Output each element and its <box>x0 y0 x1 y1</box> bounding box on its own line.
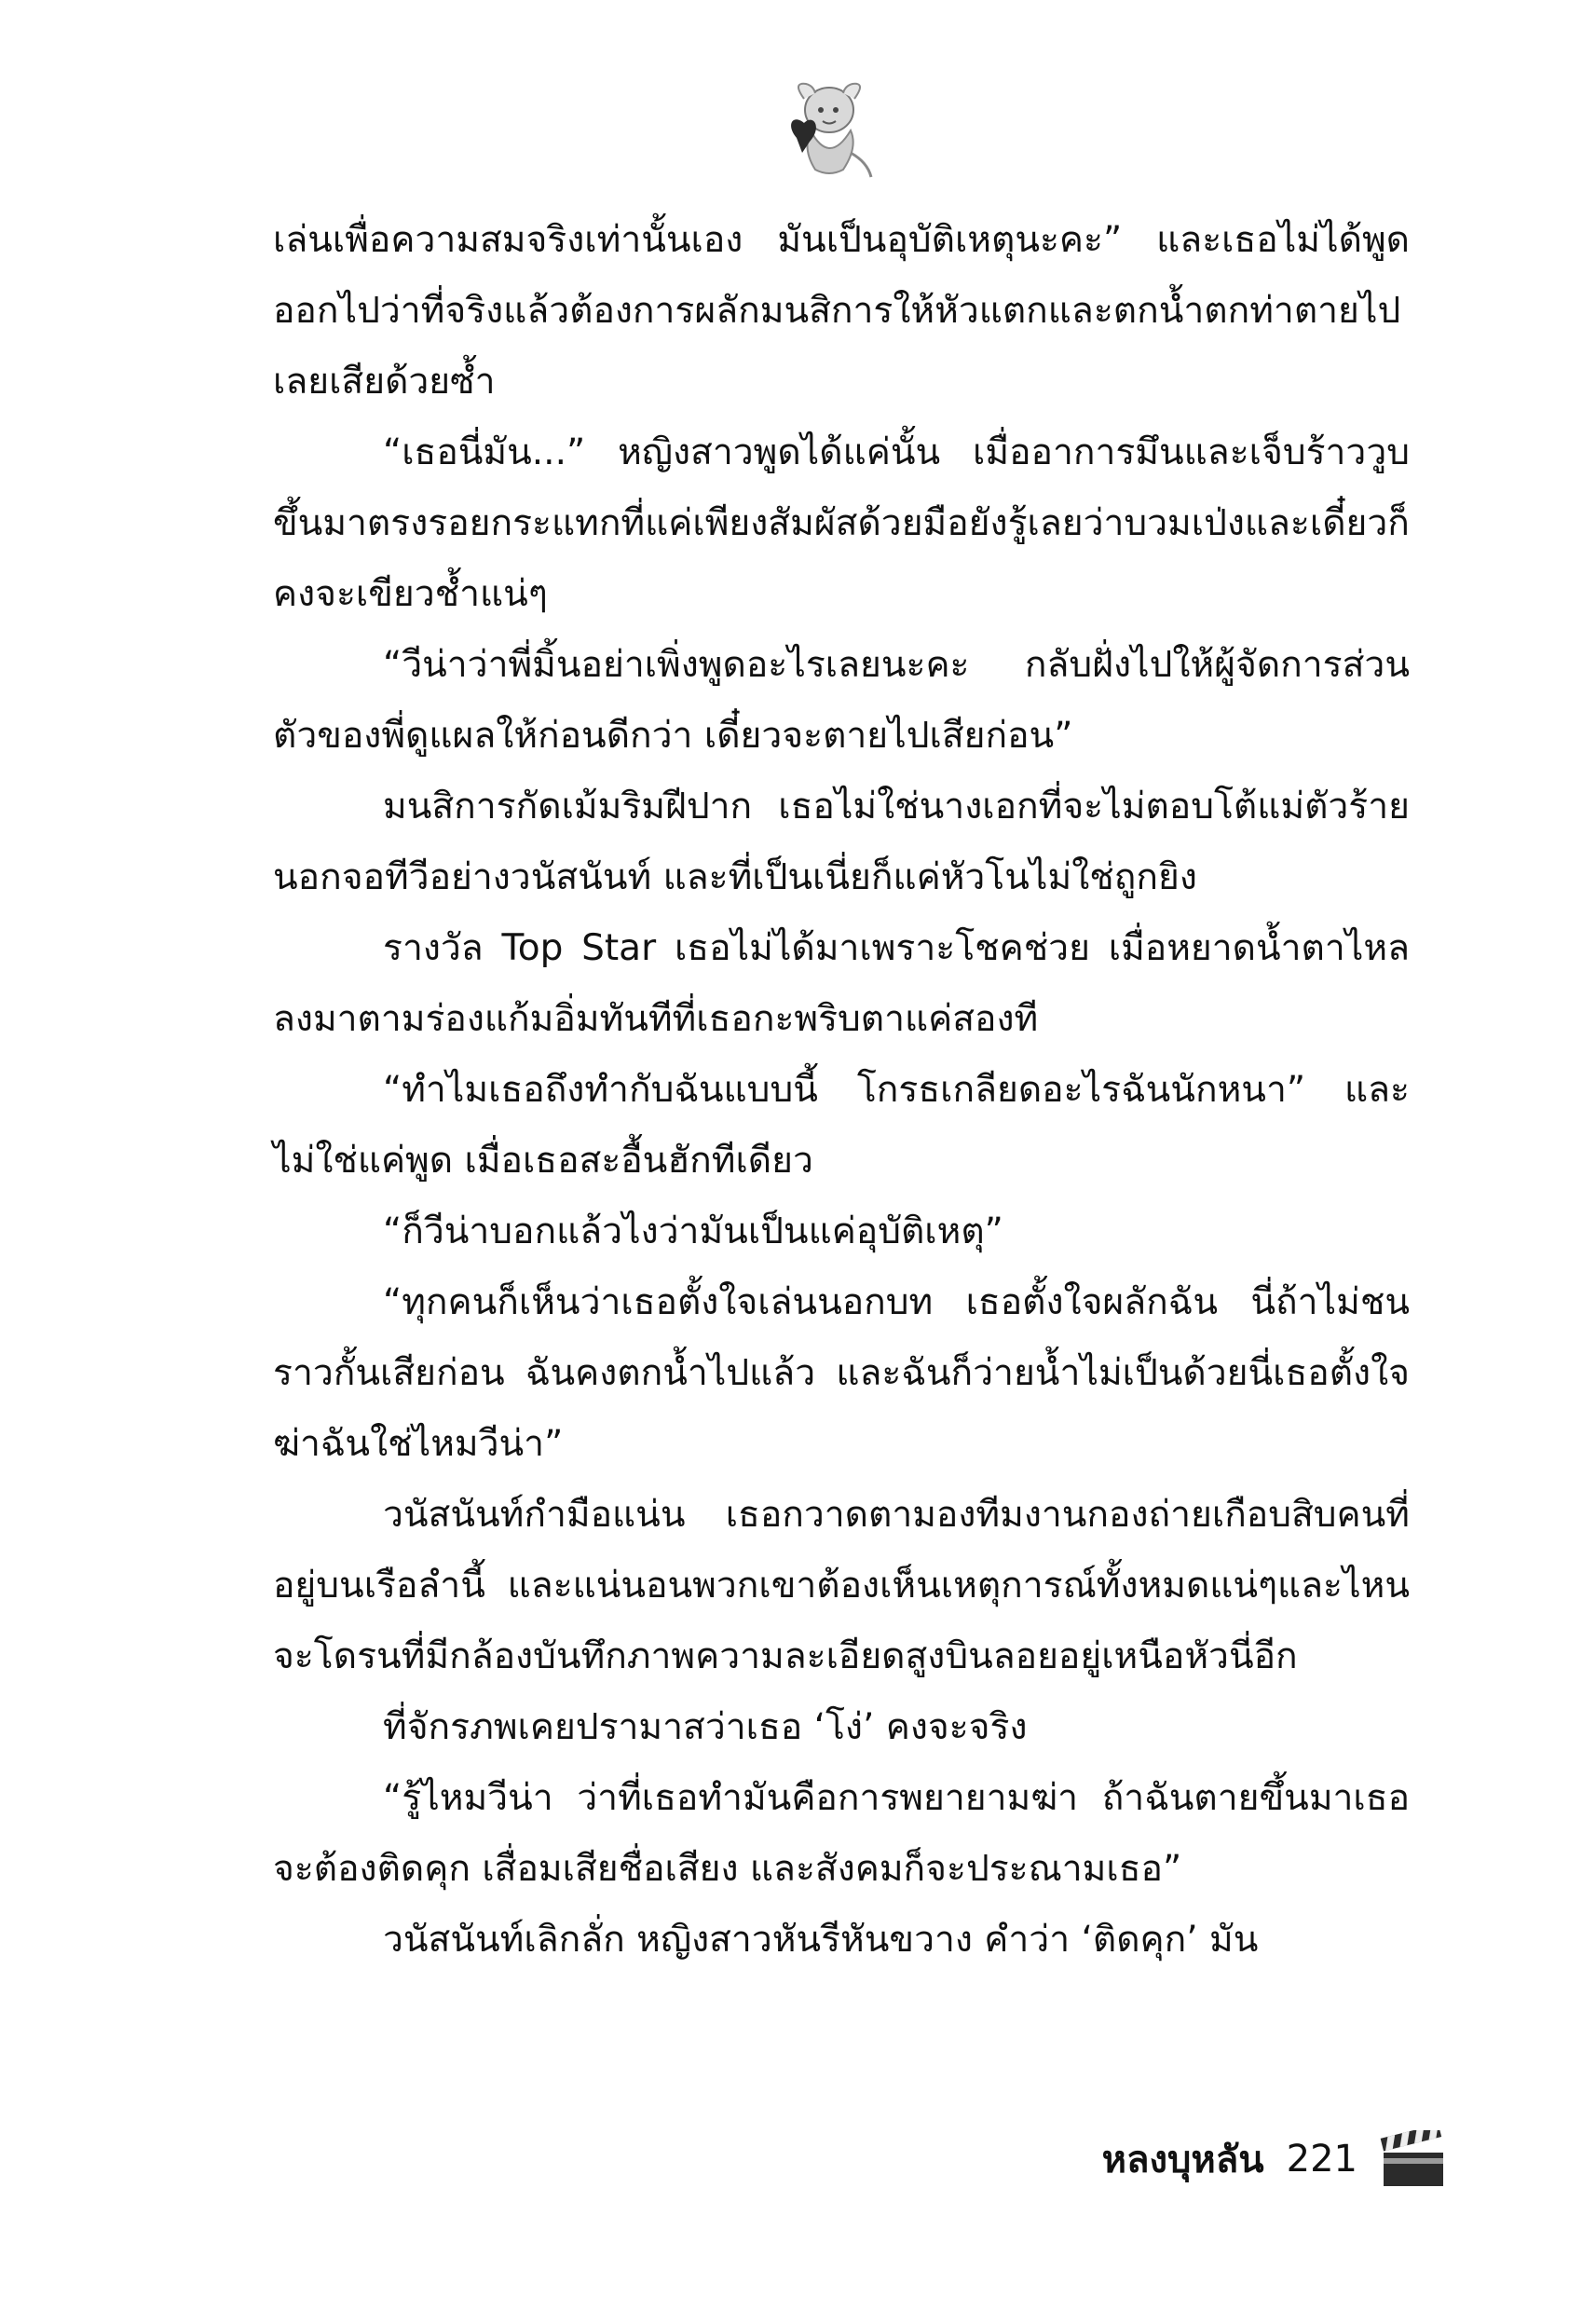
paragraph: “ทุกคนก็เห็นว่าเธอตั้งใจเล่นนอกบท เธอตั้งใจผลักฉัน นี่ถ้าไม่ชนราวกั้นเสียก่อน ฉันคงตกน้ำไปแล้ว และฉันก็ว่ายน้ำไม่เป็นด้วยนี่เธอตั้งใจฆ่าฉันใช่ไหมวีน่า” <box>273 1281 1410 1465</box>
paragraph: “ก็วีน่าบอกแล้วไงว่ามันเป็นแค่อุบัติเหตุ” <box>383 1210 1003 1252</box>
paragraph: “วีน่าว่าพี่มิ้นอย่าเพิ่งพูดอะไรเลยนะคะ กลับฝั่งไปให้ผู้จัดการส่วนตัวของพี่ดูแผลให้ก่อนดีกว่า เดี๋ยวจะตายไปเสียก่อน” <box>273 644 1410 757</box>
book-title: หลงบุหลัน <box>1101 2139 1264 2181</box>
page-footer <box>1102 2117 1447 2201</box>
paragraph: มนสิการกัดเม้มริมฝีปาก เธอไม่ใช่นางเอกที่จะไม่ตอบโต้แม่ตัวร้ายนอกจอทีวีอย่างวนัสนันท์ และที่เป็นเนี่ยก็แค่หัวโนไม่ใช่ถูกยิง <box>273 786 1410 898</box>
paragraph: วนัสนันท์เลิกลั่ก หญิงสาวหันรีหันขวาง คำว่า ‘ติดคุก’ มัน <box>383 1919 1259 1961</box>
paragraph: ที่จักรภพเคยปรามาสว่าเธอ ‘โง่’ คงจะจริง <box>383 1706 1028 1748</box>
cupid-heart-icon <box>778 73 880 185</box>
paragraph: เล่นเพื่อความสมจริงเท่านั้นเอง มันเป็นอุบัติเหตุนะคะ” และเธอไม่ได้พูดออกไปว่าที่จริงแล้วต้องการผลักมนสิการให้หัวแตกและตกน้ำตกท่าตายไปเลยเสียด้วยซ้ำ <box>273 219 1410 403</box>
paragraph: รางวัล Top Star เธอไม่ได้มาเพราะโชคช่วย เมื่อหยาดน้ำตาไหลลงมาตามร่องแก้มอิ่มทันทีที่เธอกะพริบตาแค่สองที <box>273 927 1410 1040</box>
paragraph: วนัสนันท์กำมือแน่น เธอกวาดตามองทีมงานกองถ่ายเกือบสิบคนที่อยู่บนเรือลำนี้ และแน่นอนพวกเขาต้องเห็นเหตุการณ์ทั้งหมดแน่ๆและไหนจะโดรนที่มีกล้องบันทึกภาพความละเอียดสูงบินลอยอยู่เหนือหัวนี่อีก <box>273 1494 1410 1677</box>
body-text <box>273 205 1410 1976</box>
page-number: 221 <box>1286 2138 1357 2181</box>
paragraph: “รู้ไหมวีน่า ว่าที่เธอทำมันคือการพยายามฆ่า ถ้าฉันตายขึ้นมาเธอจะต้องติดคุก เสื่อมเสียชื่อเสียง และสังคมก็จะประณามเธอ” <box>273 1777 1410 1890</box>
paragraph: “เธอนี่มัน...” หญิงสาวพูดได้แค่นั้น เมื่ออาการมึนและเจ็บร้าววูบขึ้นมาตรงรอยกระแทกที่แค่เพียงสัมผัสด้วยมือยังรู้เลยว่าบวมเป่งและเดี๋ยวก็คงจะเขียวช้ำแน่ๆ <box>273 431 1410 615</box>
clapperboard-icon <box>1380 2130 1447 2188</box>
paragraph: “ทำไมเธอถึงทำกับฉันแบบนี้ โกรธเกลียดอะไรฉันนักหนา” และไม่ใช่แค่พูด เมื่อเธอสะอื้นฮักทีเดียว <box>273 1069 1410 1182</box>
